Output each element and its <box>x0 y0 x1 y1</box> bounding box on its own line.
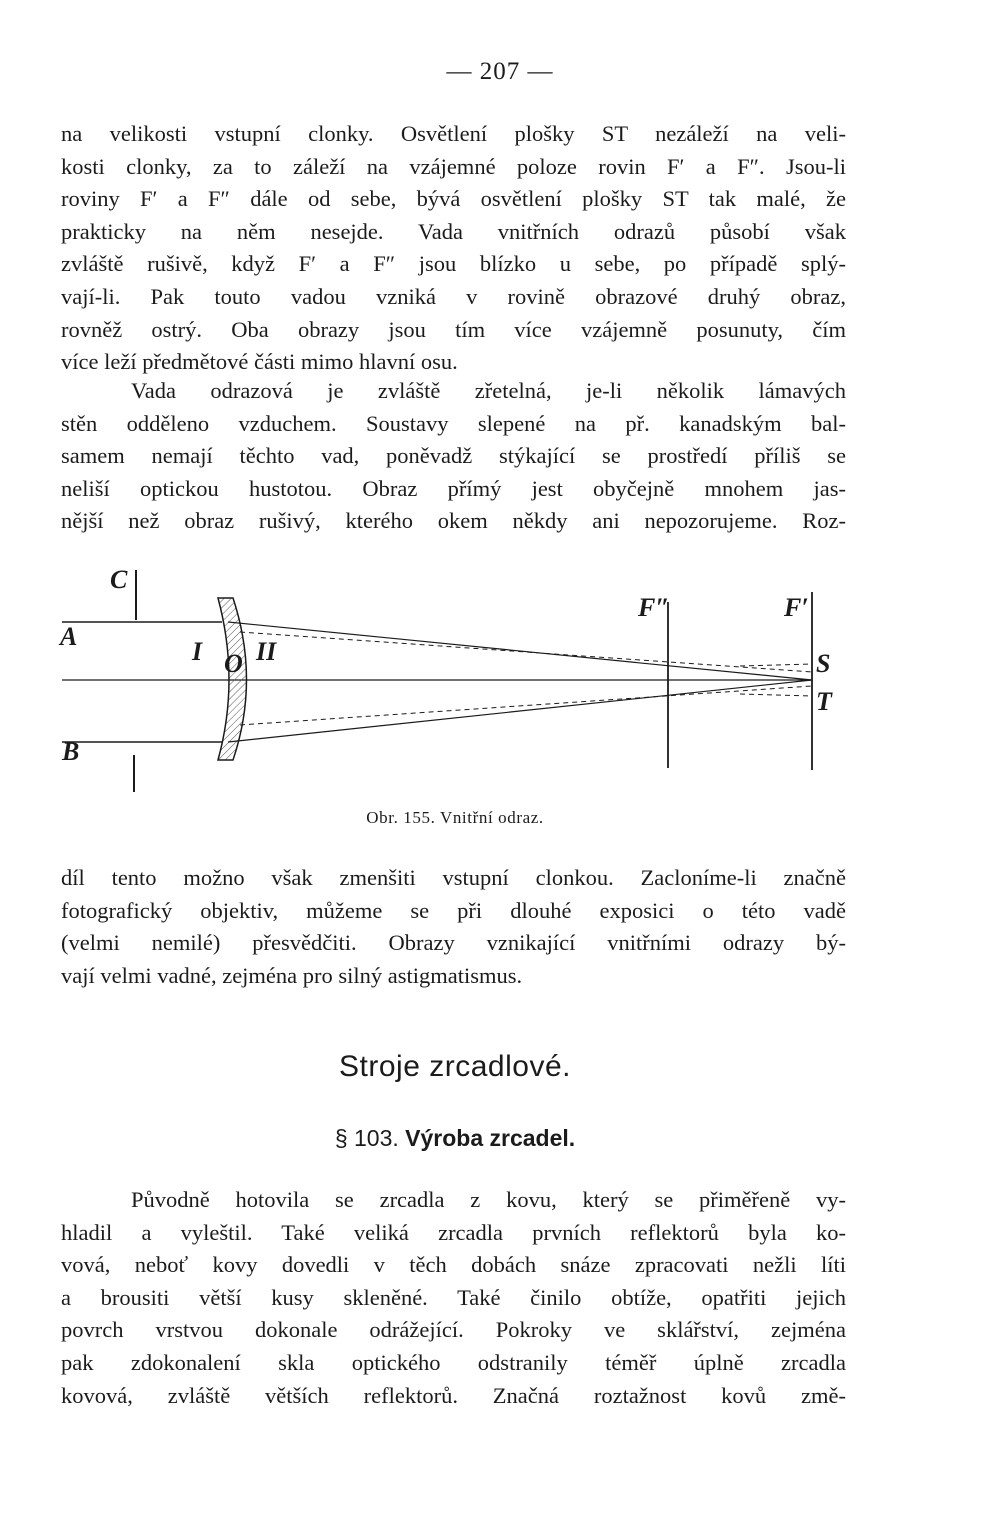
label-f-double-prime: F″ <box>638 593 670 622</box>
paragraph-2 <box>61 375 846 538</box>
text-line: vová, neboť kovy dovedli v těch dobách snáze zpracovati nežli líti <box>61 1252 846 1278</box>
text-line: vají-li. Pak touto vadou vzniká v rovině obrazové druhý obraz, <box>61 283 846 309</box>
text-line: prakticky na něm nesejde. Vada vnitřních odrazů působí však <box>61 218 846 244</box>
text-line: hladil a vyleštil. Také veliká zrcadla prvních reflektorů byla ko- <box>61 1219 846 1245</box>
text-line: kosti clonky, za to záleží na vzájemné poloze rovin F′ a F″. Jsou-li <box>61 153 846 179</box>
text-line: pak zdokonalení skla optického odstranily téměř úplně zrcadla <box>61 1349 846 1375</box>
text-line: rovněž ostrý. Oba obrazy jsou tím více vzájemně posunuty, čím <box>61 316 846 342</box>
text-line: kovová, zvláště větších reflektorů. Značná roztažnost kovů změ- <box>61 1382 846 1408</box>
paragraph-4 <box>61 1184 846 1412</box>
label-s: S <box>816 649 831 678</box>
paragraph-1 <box>61 118 846 379</box>
text-line: roviny F′ a F″ dále od sebe, bývá osvětlení plošky ST tak malé, že <box>61 186 846 212</box>
ray-upper-solid <box>228 622 812 680</box>
text-line: nější než obraz rušivý, kterého okem někdy ani nepozorujeme. Roz- <box>61 508 846 534</box>
subsection-heading: Výroba zrcadel. <box>405 1125 576 1151</box>
page-number: — 207 — <box>446 58 554 85</box>
text-line: zvláště rušivě, když F′ a F″ jsou blízko u sebe, po případě splý- <box>61 251 846 277</box>
text-line: samem nemají těchto vad, poněvadž stýkající se prostředí příliš se <box>61 443 846 469</box>
label-b: B <box>62 737 80 766</box>
text-line: neliší optickou hustotou. Obraz přímý jest obyčejně mnohem jas- <box>61 475 846 501</box>
label-t: T <box>816 687 832 716</box>
label-a: A <box>60 622 78 651</box>
figure-caption: Obr. 155. Vnitřní odraz. <box>366 808 544 827</box>
ray-lower-dashed <box>240 686 812 725</box>
label-c: C <box>110 565 128 594</box>
subsection-number: § 103. <box>334 1125 399 1151</box>
text-line: Původně hotovila se zrcadla z kovu, který se přiměřeně vy- <box>131 1187 846 1212</box>
text-line: vají velmi vadné, zejména pro silný astigmatismus. <box>61 962 523 988</box>
text-line: (velmi nemilé) přesvědčiti. Obrazy vznikající vnitřními odrazy bý- <box>61 930 846 956</box>
ray-t-dashed <box>740 694 812 696</box>
text-line: více leží předmětové části mimo hlavní osu. <box>61 349 458 375</box>
label-o: O <box>224 649 243 678</box>
text-line: na velikosti vstupní clonky. Osvětlení plošky ST nezáleží na veli- <box>61 121 846 146</box>
paragraph-3 <box>61 862 846 992</box>
text-line: a brousiti větší kusy skleněné. Také činilo obtíže, opatřiti jejich <box>61 1284 846 1310</box>
label-i: I <box>192 637 203 666</box>
text-line: díl tento možno však zmenšiti vstupní clonkou. Zacloníme-li značně <box>61 865 846 890</box>
ray-lower-solid <box>228 680 812 742</box>
text-line: Vada odrazová je zvláště zřetelná, je-li několik lámavých <box>131 378 846 403</box>
text-line: fotografický objektiv, můžeme se při dlouhé exposici o této vadě <box>61 897 846 923</box>
ray-s-dashed <box>740 664 812 666</box>
label-f-prime: F′ <box>784 593 809 622</box>
text-line: povrch vrstvou dokonale odrážející. Pokroky ve sklářství, zejména <box>61 1317 846 1343</box>
label-ii: II <box>256 637 277 666</box>
text-line: stěn odděleno vzduchem. Soustavy slepené na př. kanadským bal- <box>61 410 846 436</box>
section-title: Stroje zrcadlové. <box>339 1050 571 1083</box>
internal-reflection-figure <box>50 560 850 800</box>
subsection-title <box>0 1125 910 1152</box>
